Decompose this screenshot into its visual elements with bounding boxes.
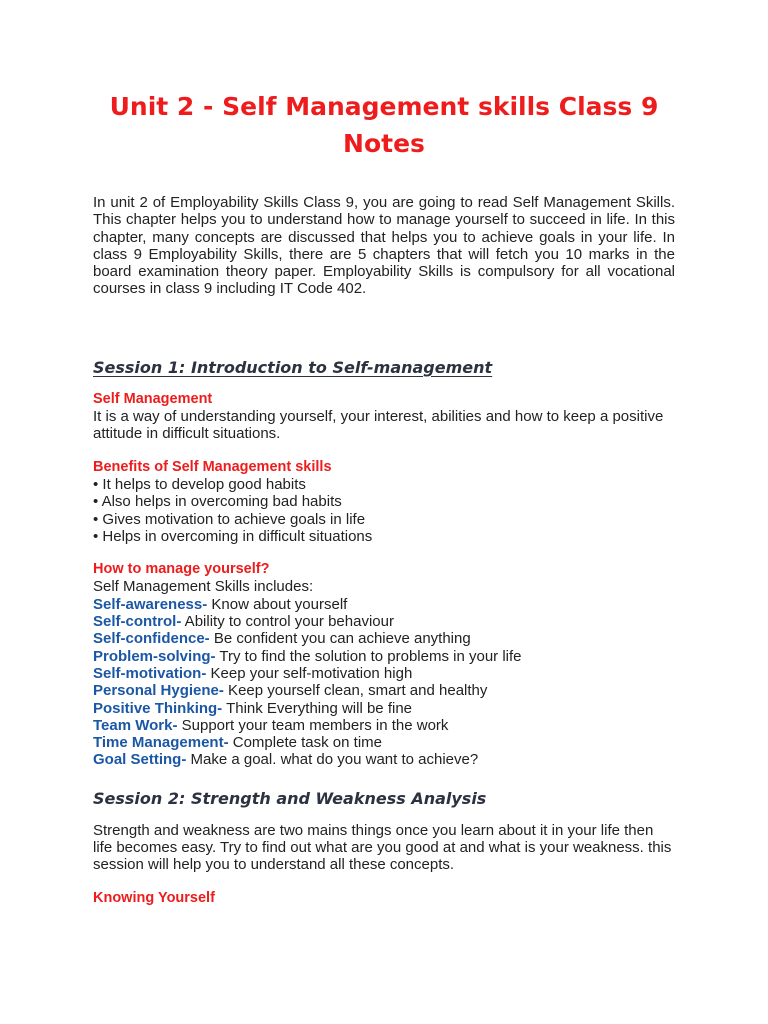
session-1-heading: Session 1: Introduction to Self-management [93,357,493,377]
session-2-text: Strength and weakness are two mains things once you learn about it in your life then life becomes easy. Try to find out what are you good at and what is your weakness. this session will help you to understand all these concepts. [93,821,672,874]
self-management-heading: Self Management [93,390,213,407]
skill-desc: Support your team members in the work [177,716,449,734]
skill-term: Time Management- [93,734,229,752]
skill-item [93,700,675,717]
self-management-text: It is a way of understanding yourself, your interest, abilities and how to keep a positive attitude in difficult situations. [93,408,664,443]
how-to-intro: Self Management Skills includes: [93,578,314,596]
skills-list [93,596,675,769]
skill-term: Personal Hygiene- [93,682,224,700]
skill-term: Self-motivation- [93,664,207,682]
skill-term: Self-confidence- [93,630,210,648]
list-item: • Also helps in overcoming bad habits [93,493,342,511]
skill-desc: Know about yourself [207,595,348,613]
skill-item [93,717,675,734]
benefits-list [93,476,675,545]
skill-desc: Keep yourself clean, smart and healthy [223,682,488,700]
skill-term: Positive Thinking- [93,699,223,717]
knowing-yourself-heading: Knowing Yourself [93,889,215,906]
skill-desc: Keep your self-motivation high [206,664,413,682]
skill-term: Self-awareness- [93,595,208,613]
skill-desc: Make a goal. what do you want to achieve? [186,751,479,769]
page-title: Unit 2 - Self Management skills Class 9 Notes [109,92,659,158]
list-item: • Helps in overcoming in difficult situations [93,527,373,545]
skill-term: Problem-solving- [93,647,216,665]
skill-desc: Try to find the solution to problems in your life [215,647,522,665]
skill-item [93,665,675,682]
skill-desc: Think Everything will be fine [222,699,413,717]
skill-term: Goal Setting- [93,751,187,769]
skill-item [93,734,675,751]
skill-desc: Be confident you can achieve anything [209,630,471,648]
how-to-heading: How to manage yourself? [93,561,270,578]
skill-item [93,630,675,647]
intro-paragraph: In unit 2 of Employability Skills Class 9, you are going to read Self Management Skills. This chapter helps you to understand how to manage yourself to succeed in life. In this chapter, many concepts are discussed that helps you to achieve goals in your life. In class 9 Employability Skills, there are 5 chapters that will fetch you 10 marks in the board examination theory paper. Employability Skills is compulsory for all vocational courses in class 9 including IT Code 402. [93,194,675,298]
skill-term: Team Work- [93,716,178,734]
skill-desc: Ability to control your behaviour [181,613,394,631]
list-item: • It helps to develop good habits [93,475,306,493]
skill-item [93,613,675,630]
skill-item [93,751,675,768]
skill-item [93,682,675,699]
benefits-heading: Benefits of Self Management skills [93,458,332,475]
skill-item [93,596,675,613]
skill-desc: Complete task on time [228,734,382,752]
skill-term: Self-control- [93,613,182,631]
skill-item [93,648,675,665]
list-item: • Gives motivation to achieve goals in life [93,510,366,528]
session-2-heading: Session 2: Strength and Weakness Analysis [93,788,487,808]
